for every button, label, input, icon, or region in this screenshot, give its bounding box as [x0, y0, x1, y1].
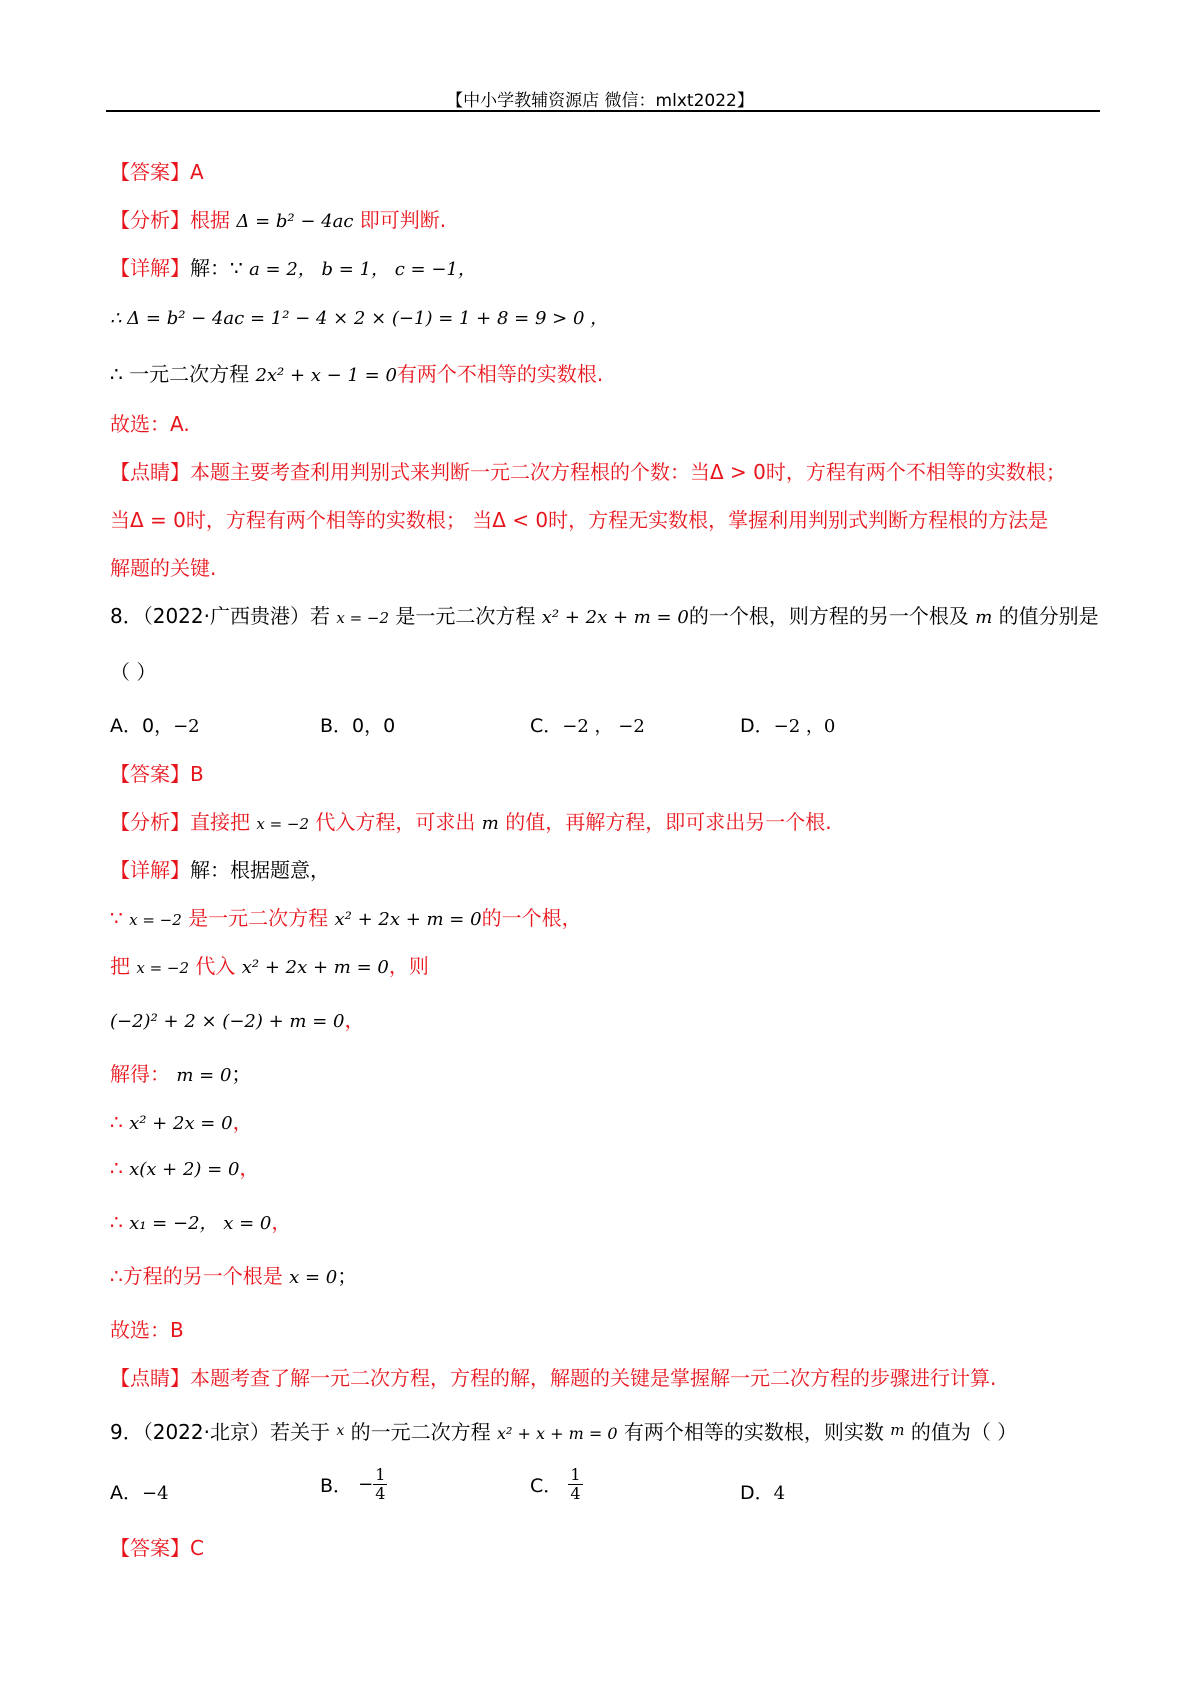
step-text: 是一元二次方程	[188, 906, 329, 930]
q8-option-d	[740, 711, 835, 738]
q8-stem-c: 的一个根，则方程的另一个根及	[688, 604, 969, 628]
option-label: A．	[110, 1482, 142, 1504]
calc-expr: ∴ Δ = b² − 4ac = 1² − 4 × 2 × (−1) = 1 + 8 = 9 > 0 ，	[110, 308, 609, 329]
analysis-c: 的值，再解方程，即可求出另一个根.	[505, 810, 832, 834]
step-suffix: ，	[271, 1210, 292, 1234]
q8-step-3	[110, 1004, 1100, 1033]
option-value: −2 ，0	[773, 716, 836, 737]
q7-conclusion	[110, 358, 1100, 387]
step-prefix: ∴	[110, 1156, 123, 1180]
answer-tag: 【答案】	[110, 1536, 190, 1560]
option-label: C．	[530, 715, 563, 737]
q7-comment-2: 当Δ = 0时，方程有两个相等的实数根； 当Δ < 0时，方程无实数根，掌握利用判别式判断方程根的方法是	[110, 508, 1049, 532]
comment-text: 本题主要考查利用判别式来判断一元二次方程根的个数：当Δ > 0时，方程有两个不相等的实数根；	[190, 460, 1066, 484]
answer-tag: 【答案】	[110, 762, 190, 786]
step-text: 代入	[195, 954, 236, 978]
analysis-expr: x = −2	[256, 815, 310, 833]
q8-detail	[110, 854, 1100, 883]
option-value: −2 ， −2	[562, 716, 645, 737]
analysis-text: 根据	[190, 208, 230, 232]
q7-comment-3: 解题的关键.	[110, 556, 217, 580]
step-prefix: 把	[110, 954, 130, 978]
answer-value: C	[190, 1536, 204, 1560]
step-expr: x² + 2x = 0	[129, 1113, 233, 1134]
option-label: A．0，	[110, 715, 174, 737]
step-suffix: ，	[232, 1110, 253, 1134]
header-rule	[106, 110, 1100, 112]
comment-tag: 【点睛】	[110, 460, 190, 484]
detail-text: 解：根据题意，	[190, 858, 330, 882]
q7-answer	[110, 156, 1100, 185]
q8-stem	[110, 600, 1100, 629]
q9-answer	[110, 1532, 1100, 1561]
step-suffix: ，则	[388, 954, 429, 978]
q9-stem-expr: x² + x + m = 0	[496, 1424, 618, 1443]
q9-stem-c: 有两个相等的实数根，则实数	[623, 1420, 884, 1444]
q8-option-b	[320, 711, 395, 738]
option-label: D．	[740, 1482, 774, 1504]
q8-step-2	[110, 950, 1100, 979]
step-expr: m = 0	[176, 1065, 232, 1086]
fraction-numerator: 1	[375, 1465, 386, 1484]
q9-option-b	[320, 1466, 387, 1503]
q8-option-c	[530, 711, 645, 738]
conclusion-expr: 2x² + x − 1 = 0	[255, 365, 397, 386]
q8-answer	[110, 758, 1100, 787]
q8-comment	[110, 1362, 1100, 1391]
analysis-var: m	[481, 813, 499, 834]
analysis-tag: 【分析】	[110, 810, 190, 834]
analysis-text-end: 即可判断.	[353, 208, 447, 232]
step-prefix: ∴方程的另一个根是	[110, 1264, 283, 1288]
option-fraction	[568, 1466, 582, 1503]
answer-value: A	[190, 160, 204, 184]
detail-expr: a = 2， b = 1， c = −1，	[249, 259, 476, 280]
fraction-denominator: 4	[570, 1484, 581, 1503]
step-expr: x = −2	[129, 911, 182, 929]
option-value: 4	[773, 1483, 786, 1504]
step-expr2: x² + 2x + m = 0	[334, 909, 482, 930]
detail-text: 解：∵	[190, 256, 243, 280]
q8-stem-d: 的值分别是	[998, 604, 1099, 628]
q8-stem-expr2: x² + 2x + m = 0	[541, 607, 689, 628]
step-expr: x = 0	[289, 1267, 338, 1288]
step-suffix: ，	[239, 1156, 260, 1180]
q7-calc	[110, 304, 1100, 330]
step-expr: (−2)² + 2 × (−2) + m = 0	[110, 1011, 345, 1032]
step-prefix: 解得：	[110, 1062, 170, 1086]
q8-choice: 故选：B	[110, 1318, 184, 1342]
option-fraction	[373, 1466, 387, 1503]
option-label: D．	[740, 715, 774, 737]
step-expr: x₁ = −2， x = 0	[129, 1213, 272, 1234]
q8-step-5	[110, 1106, 1100, 1135]
detail-tag: 【详解】	[110, 256, 190, 280]
q8-option-a	[110, 711, 200, 738]
analysis-b: 代入方程，可求出	[315, 810, 476, 834]
option-sign: −	[358, 1474, 374, 1495]
comment-text: 本题考查了解一元二次方程，方程的解，解题的关键是掌握解一元二次方程的步骤进行计算.	[190, 1366, 997, 1390]
analysis-expr: Δ = b² − 4ac	[236, 211, 354, 232]
option-label: C．	[530, 1475, 563, 1497]
q7-analysis	[110, 204, 1100, 233]
page-header: 【中小学教辅资源店 微信：mlxt2022】	[446, 91, 754, 111]
q9-stem-a: 9．（2022·北京）若关于	[110, 1420, 330, 1444]
step-prefix: ∴	[110, 1110, 123, 1134]
q7-detail	[110, 252, 1100, 281]
fraction-denominator: 4	[375, 1484, 386, 1503]
option-value: −2	[173, 716, 200, 737]
step-suffix: ；	[337, 1264, 358, 1288]
q9-stem	[110, 1416, 1100, 1445]
step-suffix: 的一个根，	[481, 906, 582, 930]
q9-stem-var: x	[336, 1423, 345, 1439]
q8-stem-b: 是一元二次方程	[395, 604, 536, 628]
step-prefix: ∴	[110, 1210, 123, 1234]
q8-step-7	[110, 1206, 1100, 1235]
q8-stem-var: m	[975, 607, 993, 628]
q8-step-8	[110, 1260, 1100, 1289]
analysis-tag: 【分析】	[110, 208, 190, 232]
option-value: −4	[142, 1483, 169, 1504]
q8-stem-expr1: x = −2	[336, 609, 390, 627]
q8-paren: （ ）	[110, 660, 157, 684]
conclusion-suffix: 有两个不相等的实数根.	[396, 362, 604, 386]
q9-option-a	[110, 1478, 169, 1505]
q9-option-c	[530, 1466, 583, 1503]
answer-tag: 【答案】	[110, 160, 190, 184]
q8-stem-a: 8．（2022·广西贵港）若	[110, 604, 330, 628]
q7-choice: 故选：A.	[110, 412, 190, 436]
q9-option-d	[740, 1478, 785, 1505]
q9-stem-d: 的值为（ ）	[910, 1420, 1018, 1444]
detail-tag: 【详解】	[110, 858, 190, 882]
step-expr: x(x + 2) = 0	[129, 1159, 240, 1180]
answer-value: B	[190, 762, 204, 786]
step-prefix: ∵	[110, 906, 123, 930]
option-label: B．0，0	[320, 715, 396, 737]
comment-tag: 【点睛】	[110, 1366, 190, 1390]
q8-step-4	[110, 1058, 1100, 1087]
q8-step-6	[110, 1152, 1100, 1181]
q9-stem-b: 的一元二次方程	[350, 1420, 491, 1444]
step-suffix: ；	[231, 1062, 252, 1086]
step-suffix: ，	[344, 1008, 365, 1032]
q8-analysis	[110, 806, 1100, 835]
q7-comment-1	[110, 456, 1100, 485]
conclusion-prefix: ∴ 一元二次方程	[110, 362, 250, 386]
step-expr: x = −2	[136, 959, 190, 977]
q8-step-1	[110, 902, 1100, 931]
q9-stem-var2: m	[890, 1421, 905, 1439]
analysis-a: 直接把	[190, 810, 250, 834]
fraction-numerator: 1	[570, 1465, 581, 1484]
option-label: B．	[320, 1475, 353, 1497]
step-expr2: x² + 2x + m = 0	[241, 957, 389, 978]
